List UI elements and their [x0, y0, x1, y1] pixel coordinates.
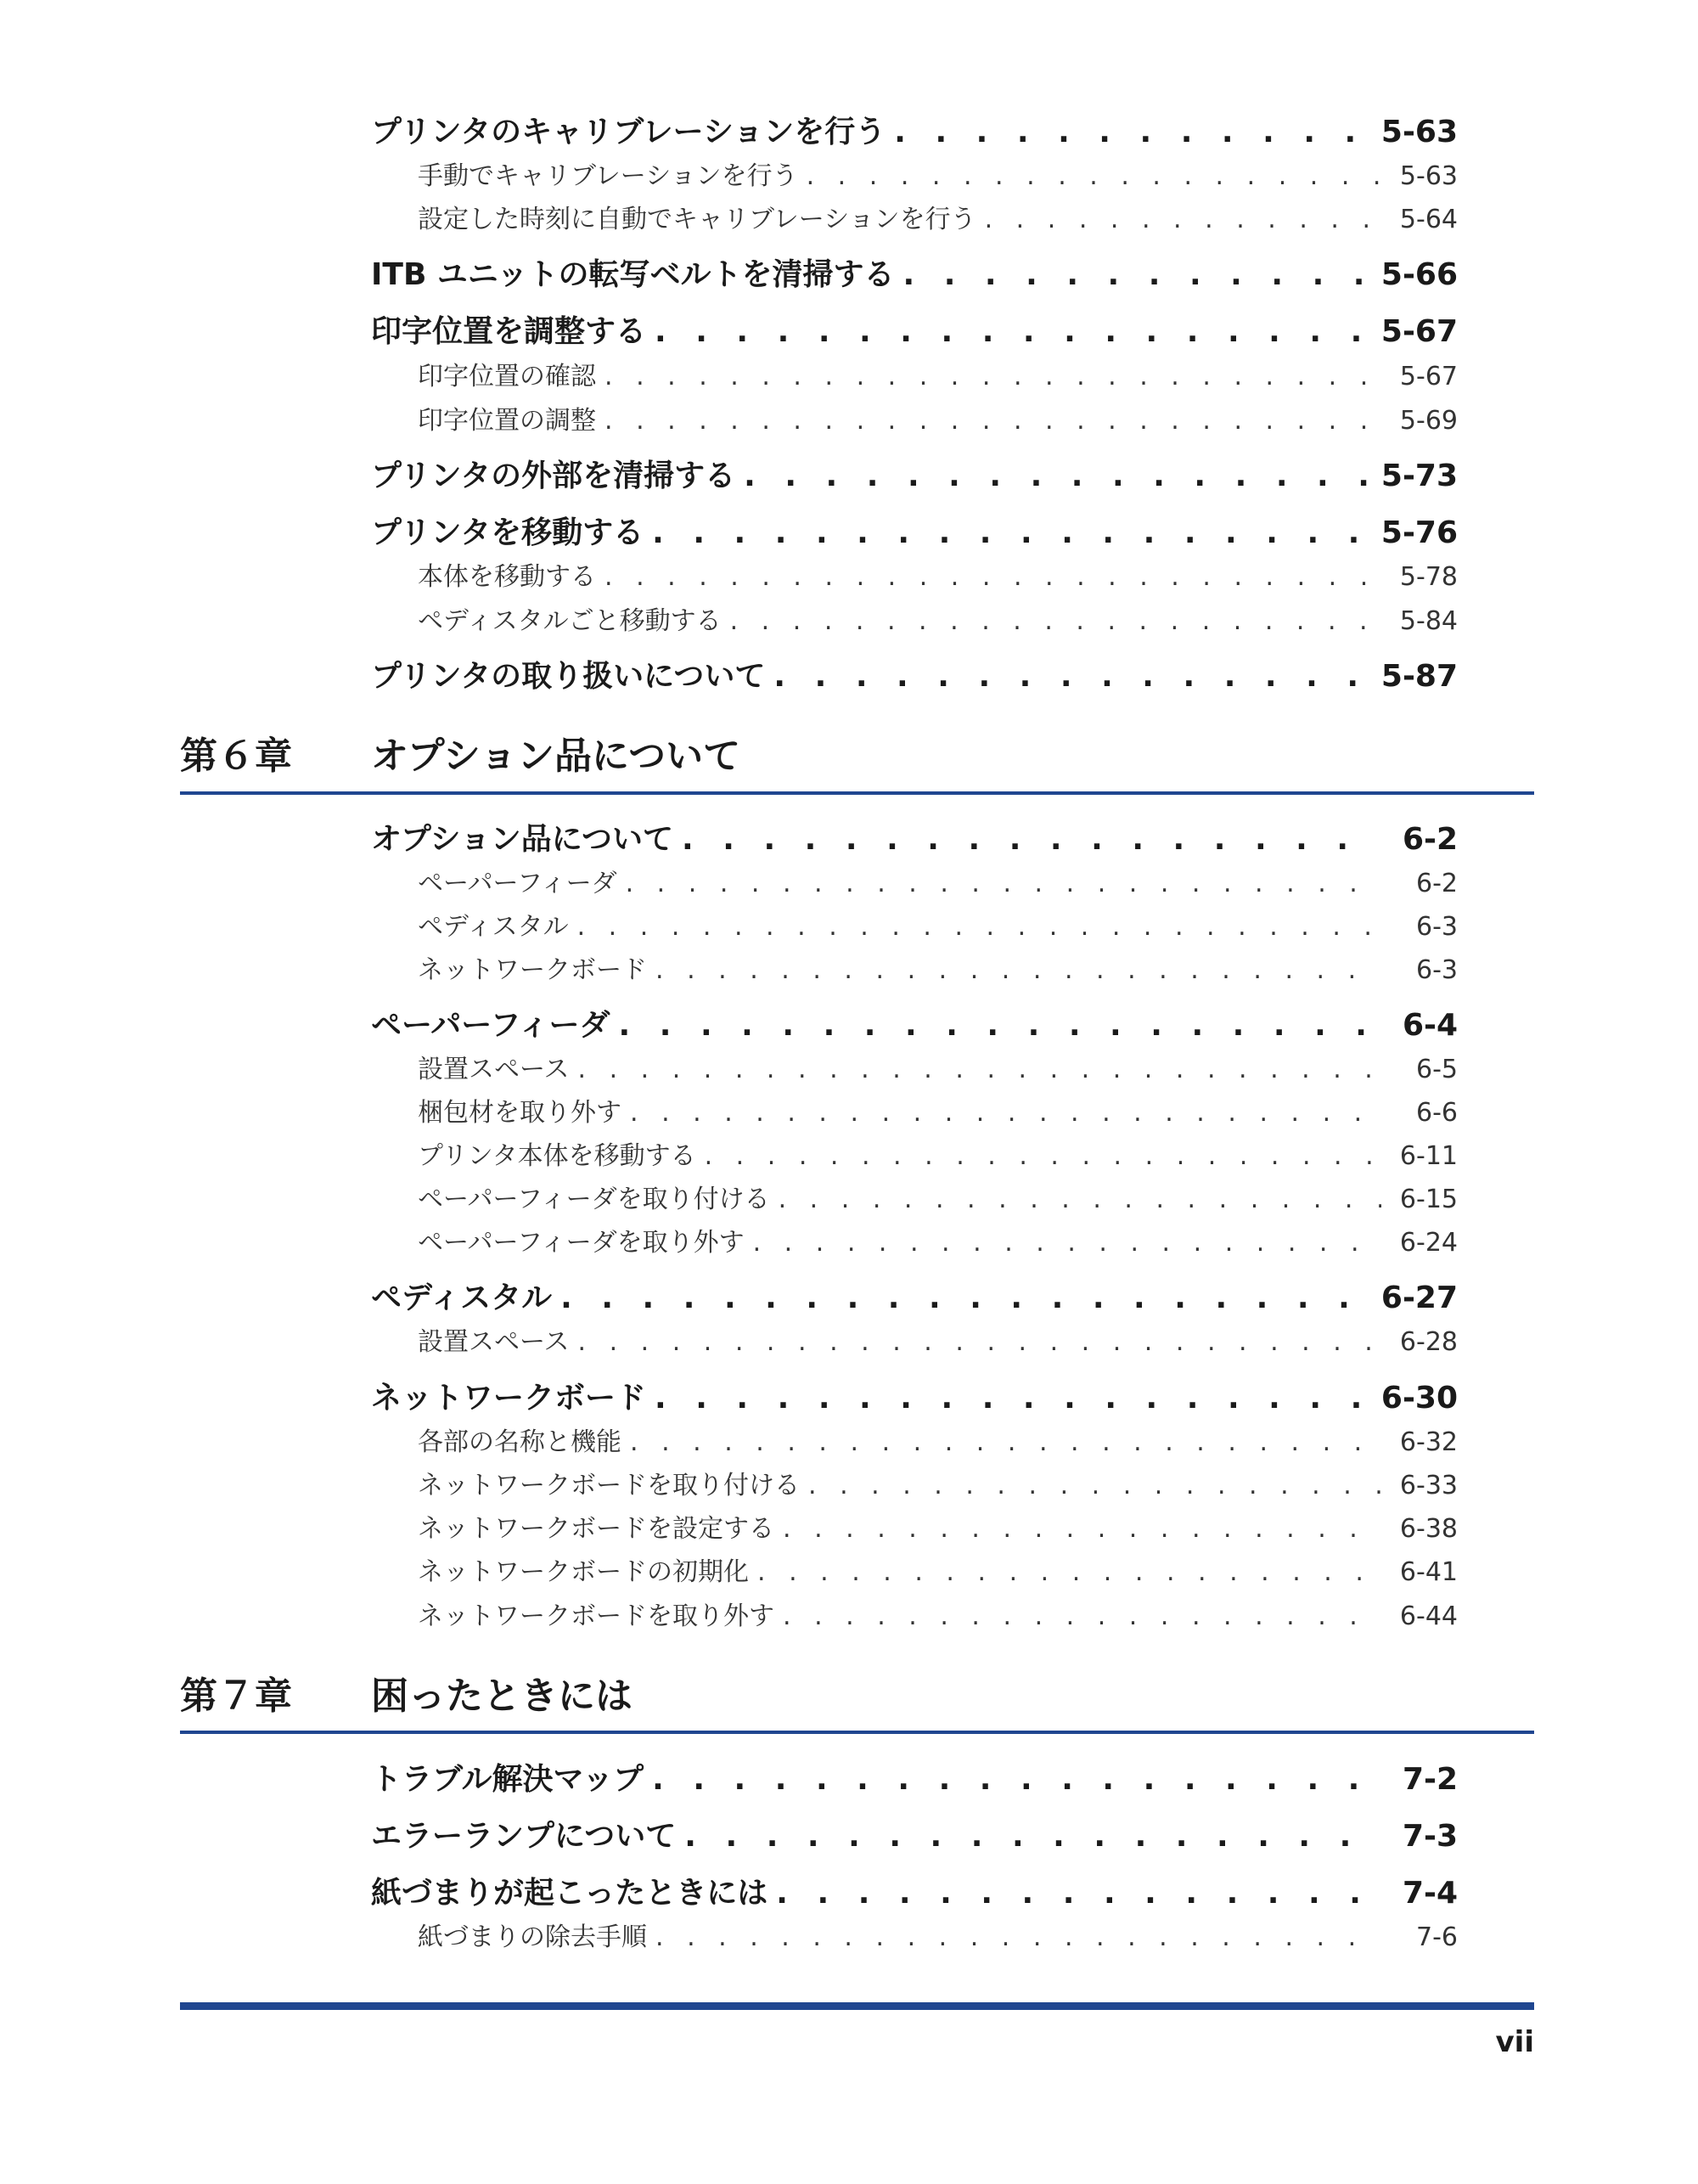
toc-entry-title: ネットワークボード — [371, 1381, 647, 1416]
toc-subentry-page: 6-6 — [1416, 1098, 1458, 1128]
toc-subentry-title: プリンタ本体を移動する — [418, 1141, 696, 1171]
toc-leader-dots — [604, 357, 1381, 397]
toc-entry[interactable] — [371, 1275, 1458, 1322]
toc-entry-title: プリンタのキャリブレーションを行う — [371, 115, 886, 149]
toc-leader-dots — [577, 907, 1381, 948]
toc-subentry-page: 5-69 — [1399, 406, 1458, 436]
toc-subentry-page: 6-28 — [1399, 1327, 1458, 1357]
toc-subentry[interactable] — [418, 200, 1458, 240]
toc-subentry-title: 印字位置の確認 — [418, 362, 596, 391]
toc-subentry-page: 5-84 — [1399, 606, 1458, 636]
toc-leader-dots — [655, 1917, 1381, 1958]
toc-entry-page: 6-2 — [1402, 822, 1458, 857]
toc-leader-dots — [655, 308, 1373, 356]
toc-subentry-title: 紙づまりの除去手順 — [418, 1922, 647, 1952]
toc-subentry-page: 6-41 — [1399, 1557, 1458, 1587]
toc-subentry-page: 6-44 — [1399, 1601, 1458, 1631]
toc-leader-dots — [985, 200, 1381, 240]
chapter-divider — [180, 791, 1534, 795]
toc-leader-dots — [684, 1813, 1373, 1860]
toc-subentry-page: 6-2 — [1416, 869, 1458, 898]
toc-subentry[interactable] — [418, 864, 1458, 904]
toc-subentry[interactable] — [418, 907, 1458, 948]
chapter-7-heading — [180, 1667, 1534, 1726]
toc-entry[interactable] — [371, 1375, 1458, 1422]
toc-subentry[interactable] — [418, 1093, 1458, 1134]
toc-leader-dots — [655, 1375, 1373, 1422]
toc-subentry-page: 6-33 — [1399, 1471, 1458, 1500]
toc-entry[interactable] — [371, 251, 1458, 299]
toc-entry-title: 印字位置を調整する — [371, 314, 647, 349]
chapter-6-heading — [180, 727, 1534, 786]
toc-subentry[interactable] — [418, 1596, 1458, 1637]
toc-subentry[interactable] — [418, 1917, 1458, 1958]
toc-entry-page: 6-30 — [1380, 1381, 1458, 1416]
toc-leader-dots — [894, 109, 1373, 156]
toc-entry-title: トラブル解決マップ — [371, 1762, 644, 1797]
toc-entry-title: プリンタの取り扱いについて — [371, 659, 766, 694]
toc-subentry-title: ペーパーフィーダを取り付ける — [418, 1185, 770, 1214]
toc-leader-dots — [705, 1136, 1381, 1177]
toc-subentry-page: 5-64 — [1399, 205, 1458, 234]
toc-leader-dots — [652, 509, 1373, 557]
toc-entry-title: エラーランプについて — [371, 1819, 677, 1854]
toc-subentry[interactable] — [418, 1322, 1458, 1363]
toc-subentry-title: 設置スペース — [418, 1327, 570, 1357]
toc-leader-dots — [630, 1093, 1381, 1134]
toc-entry-title: 紙づまりが起こったときには — [371, 1876, 768, 1911]
toc-subentry-title: 本体を移動する — [418, 562, 596, 592]
toc-subentry-title: ペーパーフィーダを取り外す — [418, 1228, 745, 1258]
toc-entry-title: オプション品について — [371, 822, 674, 857]
toc-subentry-title: ネットワークボードを取り付ける — [418, 1471, 800, 1500]
toc-entry-page: 5-76 — [1380, 515, 1458, 550]
toc-leader-dots — [560, 1275, 1373, 1322]
toc-leader-dots — [630, 1422, 1381, 1463]
toc-subentry-page: 7-6 — [1416, 1922, 1458, 1952]
toc-subentry-title: ペディスタルごと移動する — [418, 606, 722, 636]
chapter-number: 第６章 — [180, 735, 292, 778]
toc-subentry-title: ペーパーフィーダ — [418, 869, 617, 898]
toc-leader-dots — [578, 1322, 1382, 1363]
toc-entry-page: 5-73 — [1380, 459, 1458, 493]
toc-subentry[interactable] — [418, 1422, 1458, 1463]
footer-divider — [180, 2002, 1534, 2010]
toc-subentry-page: 5-63 — [1399, 161, 1458, 191]
toc-entry[interactable] — [371, 109, 1458, 156]
toc-leader-dots — [776, 1870, 1373, 1917]
toc-subentry-title: ネットワークボード — [418, 955, 647, 985]
toc-entry-page: 5-63 — [1380, 115, 1458, 149]
toc-subentry-page: 5-67 — [1399, 362, 1458, 391]
toc-subentry-title: ネットワークボードを設定する — [418, 1514, 774, 1544]
toc-entry-title: ITB ユニットの転写ベルトを清掃する — [371, 257, 895, 292]
toc-entry[interactable] — [371, 816, 1458, 864]
toc-subentry[interactable] — [418, 1050, 1458, 1090]
toc-entry-page: 6-4 — [1402, 1008, 1458, 1043]
toc-subentry[interactable] — [418, 1509, 1458, 1550]
toc-subentry-page: 6-5 — [1416, 1055, 1458, 1084]
toc-leader-dots — [807, 156, 1381, 197]
toc-subentry-page: 6-3 — [1416, 912, 1458, 942]
toc-subentry[interactable] — [418, 1136, 1458, 1177]
toc-subentry-title: ペディスタル — [418, 912, 569, 942]
page-number: vii — [1495, 2025, 1534, 2059]
toc-entry-page: 5-67 — [1380, 314, 1458, 349]
toc-subentry[interactable] — [418, 1466, 1458, 1506]
toc-entry[interactable] — [371, 1002, 1458, 1050]
toc-subentry-title: 梱包材を取り外す — [418, 1098, 621, 1128]
toc-subentry[interactable] — [418, 1223, 1458, 1264]
toc-subentry-page: 6-38 — [1399, 1514, 1458, 1544]
toc-entry[interactable] — [371, 1756, 1458, 1804]
toc-entry[interactable] — [371, 308, 1458, 356]
chapter-number: 第７章 — [180, 1675, 292, 1718]
toc-subentry-title: 印字位置の調整 — [418, 406, 596, 436]
toc-subentry[interactable] — [418, 1179, 1458, 1220]
toc-leader-dots — [682, 816, 1373, 864]
toc-entry-page: 6-27 — [1380, 1281, 1458, 1315]
toc-subentry[interactable] — [418, 1552, 1458, 1593]
toc-subentry-title: ネットワークボードを取り外す — [418, 1601, 774, 1631]
toc-entry-title: ペディスタル — [371, 1281, 553, 1315]
toc-subentry[interactable] — [418, 156, 1458, 197]
toc-subentry-page: 5-78 — [1399, 562, 1458, 592]
toc-entry[interactable] — [371, 653, 1458, 701]
toc-leader-dots — [578, 1050, 1382, 1090]
toc-entry-page: 5-66 — [1380, 257, 1458, 292]
toc-subentry-page: 6-15 — [1399, 1185, 1458, 1214]
toc-subentry-page: 6-32 — [1399, 1427, 1458, 1457]
toc-leader-dots — [744, 453, 1373, 500]
toc-entry[interactable] — [371, 1813, 1458, 1860]
toc-leader-dots — [783, 1509, 1381, 1550]
toc-leader-dots — [604, 401, 1381, 442]
toc-subentry-page: 6-11 — [1399, 1141, 1458, 1171]
toc-subentry[interactable] — [418, 601, 1458, 642]
toc-subentry[interactable] — [418, 401, 1458, 442]
chapter-title: オプション品について — [371, 735, 741, 778]
toc-entry-title: プリンタの外部を清掃する — [371, 459, 736, 493]
toc-entry-title: ペーパーフィーダ — [371, 1008, 610, 1043]
toc-subentry[interactable] — [418, 357, 1458, 397]
toc-leader-dots — [655, 950, 1381, 991]
toc-subentry[interactable] — [418, 557, 1458, 598]
toc-subentry-page: 6-3 — [1416, 955, 1458, 985]
toc-leader-dots — [626, 864, 1381, 904]
toc-leader-dots — [773, 653, 1373, 701]
toc-leader-dots — [902, 251, 1372, 299]
toc-subentry[interactable] — [418, 950, 1458, 991]
toc-leader-dots — [753, 1223, 1381, 1264]
toc-entry[interactable] — [371, 1870, 1458, 1917]
toc-subentry-title: ネットワークボードの初期化 — [418, 1557, 749, 1587]
toc-entry[interactable] — [371, 453, 1458, 500]
toc-leader-dots — [652, 1756, 1373, 1804]
toc-subentry-title: 各部の名称と機能 — [418, 1427, 621, 1457]
toc-entry-page: 7-2 — [1402, 1762, 1458, 1797]
toc-leader-dots — [757, 1552, 1381, 1593]
toc-entry[interactable] — [371, 509, 1458, 557]
chapter-title: 困ったときには — [371, 1675, 633, 1718]
toc-subentry-title: 設定した時刻に自動でキャリブレーションを行う — [418, 205, 976, 234]
toc-subentry-page: 6-24 — [1399, 1228, 1458, 1258]
toc-leader-dots — [730, 601, 1381, 642]
toc-leader-dots — [619, 1002, 1373, 1050]
chapter-divider — [180, 1731, 1534, 1734]
toc-leader-dots — [779, 1179, 1381, 1220]
toc-leader-dots — [783, 1596, 1381, 1637]
toc-leader-dots — [604, 557, 1381, 598]
toc-entry-title: プリンタを移動する — [371, 515, 644, 550]
toc-subentry-title: 設置スペース — [418, 1055, 570, 1084]
toc-leader-dots — [808, 1466, 1381, 1506]
toc-entry-page: 7-3 — [1402, 1819, 1458, 1854]
toc-subentry-title: 手動でキャリブレーションを行う — [418, 161, 798, 191]
toc-entry-page: 5-87 — [1380, 659, 1458, 694]
toc-entry-page: 7-4 — [1402, 1876, 1458, 1911]
